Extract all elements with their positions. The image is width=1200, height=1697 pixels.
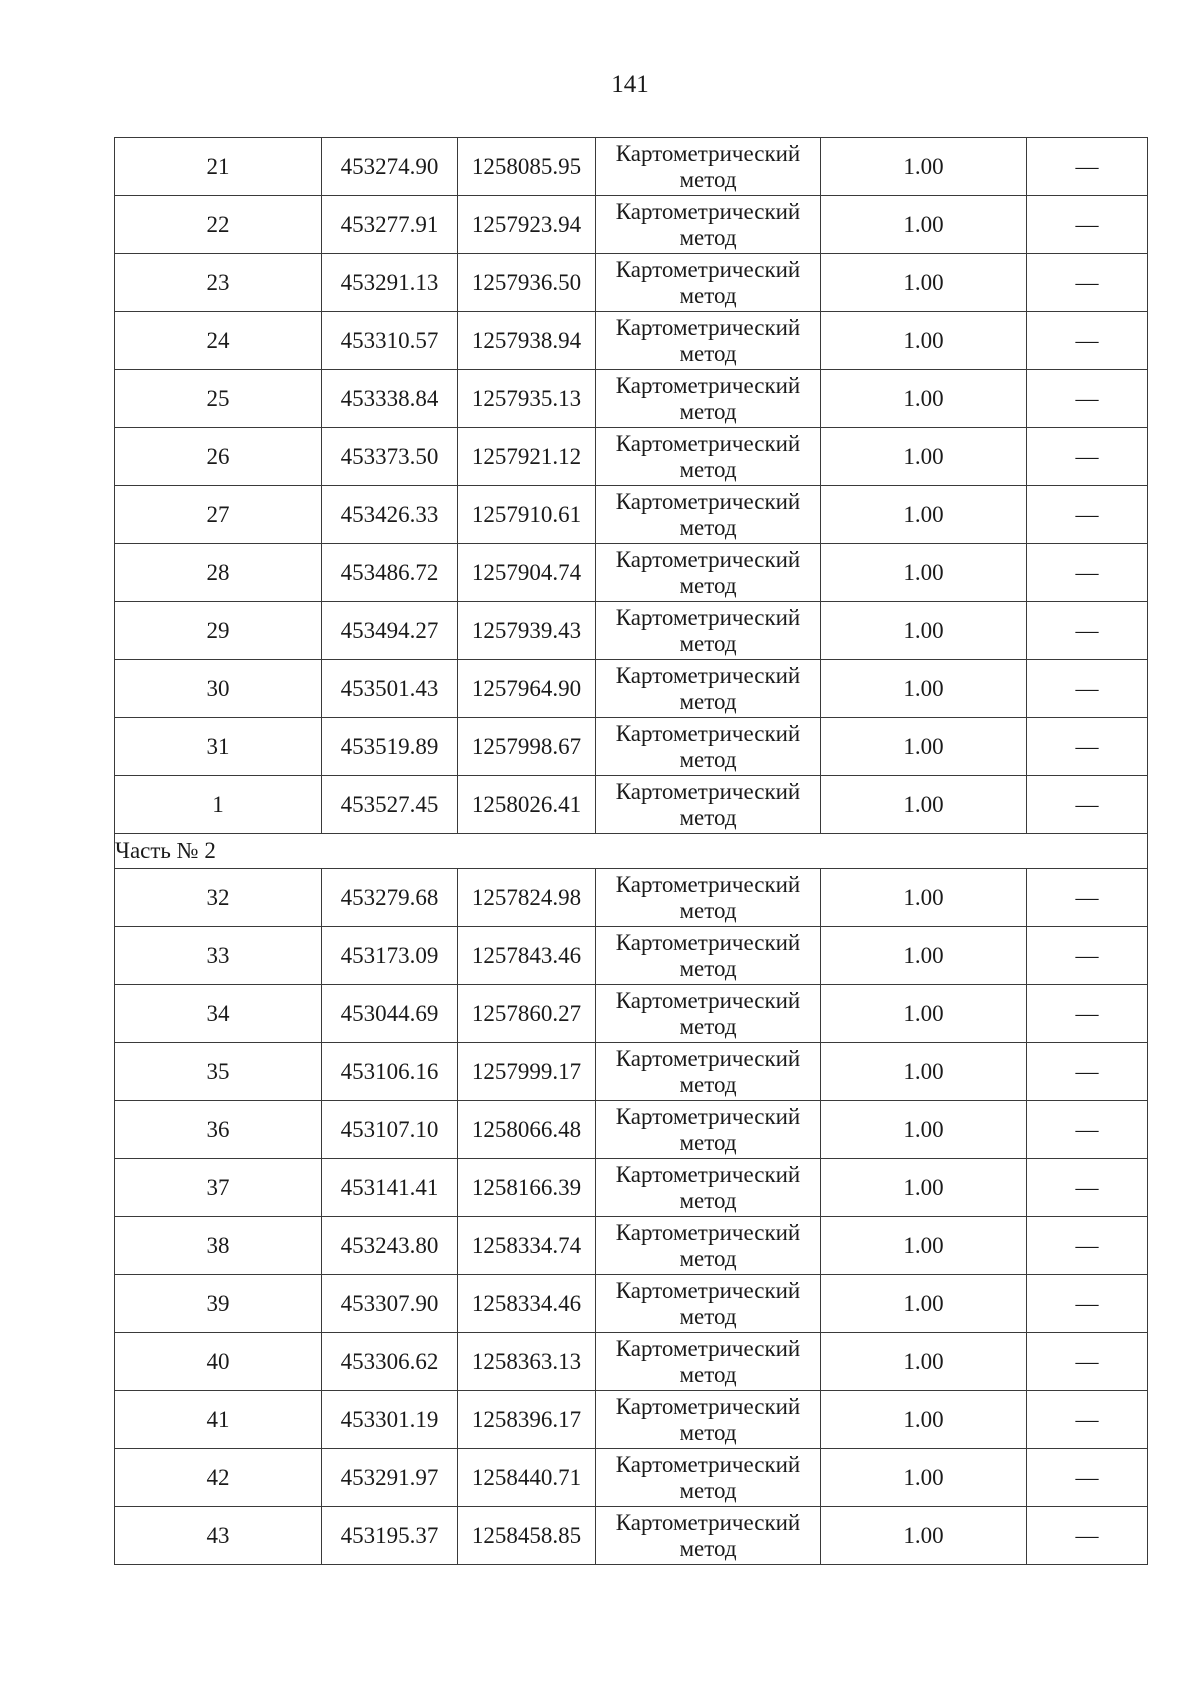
accuracy-cell: 1.00 [821,1101,1027,1159]
method-line-2: метод [679,283,737,308]
note-cell: — [1027,1507,1148,1565]
x-coordinate-cell: 453291.97 [322,1449,458,1507]
note-cell: — [1027,428,1148,486]
method-line-2: метод [679,1130,737,1155]
table-row [115,196,1148,254]
table-row [115,1449,1148,1507]
accuracy-cell: 1.00 [821,1275,1027,1333]
method-cell [596,254,821,312]
x-coordinate-cell: 453373.50 [322,428,458,486]
y-coordinate-cell: 1257904.74 [458,544,596,602]
point-number-cell: 29 [115,602,322,660]
table-row [115,1159,1148,1217]
point-number-cell: 40 [115,1333,322,1391]
method-line-2: метод [679,689,737,714]
y-coordinate-cell: 1257843.46 [458,927,596,985]
accuracy-cell: 1.00 [821,312,1027,370]
method-line-2: метод [679,1478,737,1503]
point-number-cell: 22 [115,196,322,254]
method-line-1: Картометрический [615,1394,801,1419]
accuracy-cell: 1.00 [821,138,1027,196]
y-coordinate-cell: 1257824.98 [458,869,596,927]
y-coordinate-cell: 1257964.90 [458,660,596,718]
method-line-2: метод [679,515,737,540]
method-line-1: Картометрический [615,373,801,398]
method-line-2: метод [679,1362,737,1387]
accuracy-cell: 1.00 [821,370,1027,428]
note-cell: — [1027,776,1148,834]
method-line-2: метод [679,1304,737,1329]
y-coordinate-cell: 1257921.12 [458,428,596,486]
method-line-2: метод [679,1536,737,1561]
point-number-cell: 43 [115,1507,322,1565]
point-number-cell: 42 [115,1449,322,1507]
accuracy-cell: 1.00 [821,927,1027,985]
method-cell [596,718,821,776]
method-line-2: метод [679,1246,737,1271]
section-label: Часть № 2 [115,834,1148,869]
x-coordinate-cell: 453279.68 [322,869,458,927]
x-coordinate-cell: 453519.89 [322,718,458,776]
point-number-cell: 39 [115,1275,322,1333]
point-number-cell: 37 [115,1159,322,1217]
note-cell: — [1027,138,1148,196]
method-line-1: Картометрический [615,547,801,572]
point-number-cell: 24 [115,312,322,370]
method-cell [596,428,821,486]
method-line-1: Картометрический [615,315,801,340]
accuracy-cell: 1.00 [821,602,1027,660]
x-coordinate-cell: 453301.19 [322,1391,458,1449]
accuracy-cell: 1.00 [821,776,1027,834]
x-coordinate-cell: 453107.10 [322,1101,458,1159]
accuracy-cell: 1.00 [821,1449,1027,1507]
y-coordinate-cell: 1258458.85 [458,1507,596,1565]
method-line-2: метод [679,747,737,772]
accuracy-cell: 1.00 [821,1217,1027,1275]
y-coordinate-cell: 1258334.74 [458,1217,596,1275]
y-coordinate-cell: 1258026.41 [458,776,596,834]
table-row [115,869,1148,927]
point-number-cell: 27 [115,486,322,544]
accuracy-cell: 1.00 [821,196,1027,254]
table-row [115,660,1148,718]
method-cell [596,196,821,254]
x-coordinate-cell: 453494.27 [322,602,458,660]
y-coordinate-cell: 1258334.46 [458,1275,596,1333]
method-cell [596,1159,821,1217]
method-cell [596,312,821,370]
accuracy-cell: 1.00 [821,254,1027,312]
accuracy-cell: 1.00 [821,1507,1027,1565]
table-row [115,486,1148,544]
method-line-2: метод [679,573,737,598]
x-coordinate-cell: 453501.43 [322,660,458,718]
method-line-1: Картометрический [615,199,801,224]
table-row [115,370,1148,428]
y-coordinate-cell: 1258396.17 [458,1391,596,1449]
method-line-2: метод [679,631,737,656]
table-row [115,1217,1148,1275]
x-coordinate-cell: 453173.09 [322,927,458,985]
point-number-cell: 26 [115,428,322,486]
method-cell [596,1101,821,1159]
point-number-cell: 25 [115,370,322,428]
point-number-cell: 35 [115,1043,322,1101]
x-coordinate-cell: 453274.90 [322,138,458,196]
method-line-1: Картометрический [615,872,801,897]
point-number-cell: 28 [115,544,322,602]
method-line-1: Картометрический [615,930,801,955]
y-coordinate-cell: 1258363.13 [458,1333,596,1391]
x-coordinate-cell: 453106.16 [322,1043,458,1101]
table-row [115,985,1148,1043]
accuracy-cell: 1.00 [821,428,1027,486]
method-cell [596,1391,821,1449]
coordinates-table [114,137,1148,1565]
accuracy-cell: 1.00 [821,1159,1027,1217]
x-coordinate-cell: 453338.84 [322,370,458,428]
method-cell [596,1043,821,1101]
method-line-1: Картометрический [615,605,801,630]
y-coordinate-cell: 1257939.43 [458,602,596,660]
method-line-1: Картометрический [615,988,801,1013]
method-line-1: Картометрический [615,1162,801,1187]
table-row [115,1391,1148,1449]
note-cell: — [1027,254,1148,312]
method-line-2: метод [679,1072,737,1097]
note-cell: — [1027,660,1148,718]
table-row [115,1101,1148,1159]
method-cell [596,1449,821,1507]
x-coordinate-cell: 453243.80 [322,1217,458,1275]
point-number-cell: 33 [115,927,322,985]
note-cell: — [1027,370,1148,428]
method-line-1: Картометрический [615,1510,801,1535]
coordinates-table-container [114,137,1147,1565]
method-cell [596,985,821,1043]
table-row [115,776,1148,834]
table-row [115,927,1148,985]
method-cell [596,1333,821,1391]
point-number-cell: 21 [115,138,322,196]
note-cell: — [1027,1101,1148,1159]
method-line-2: метод [679,805,737,830]
table-row [115,138,1148,196]
accuracy-cell: 1.00 [821,660,1027,718]
method-cell [596,486,821,544]
x-coordinate-cell: 453141.41 [322,1159,458,1217]
table-row [115,428,1148,486]
table-row [115,1507,1148,1565]
y-coordinate-cell: 1258166.39 [458,1159,596,1217]
y-coordinate-cell: 1257938.94 [458,312,596,370]
accuracy-cell: 1.00 [821,718,1027,776]
table-row [115,254,1148,312]
method-line-2: метод [679,225,737,250]
method-line-1: Картометрический [615,1104,801,1129]
method-cell [596,370,821,428]
point-number-cell: 1 [115,776,322,834]
method-line-1: Картометрический [615,141,801,166]
note-cell: — [1027,1217,1148,1275]
point-number-cell: 32 [115,869,322,927]
method-line-2: метод [679,898,737,923]
method-line-1: Картометрический [615,431,801,456]
method-cell [596,1275,821,1333]
method-line-1: Картометрический [615,489,801,514]
x-coordinate-cell: 453195.37 [322,1507,458,1565]
note-cell: — [1027,927,1148,985]
point-number-cell: 41 [115,1391,322,1449]
note-cell: — [1027,312,1148,370]
y-coordinate-cell: 1257935.13 [458,370,596,428]
note-cell: — [1027,1391,1148,1449]
method-line-2: метод [679,457,737,482]
method-cell [596,138,821,196]
coordinates-table-body [115,138,1148,1565]
method-cell [596,1217,821,1275]
method-line-2: метод [679,399,737,424]
y-coordinate-cell: 1257998.67 [458,718,596,776]
accuracy-cell: 1.00 [821,1391,1027,1449]
table-row [115,718,1148,776]
method-cell [596,776,821,834]
accuracy-cell: 1.00 [821,486,1027,544]
section-header-row [115,834,1148,869]
method-line-1: Картометрический [615,1452,801,1477]
y-coordinate-cell: 1257936.50 [458,254,596,312]
method-line-2: метод [679,956,737,981]
point-number-cell: 38 [115,1217,322,1275]
method-cell [596,660,821,718]
method-line-2: метод [679,1420,737,1445]
note-cell: — [1027,544,1148,602]
method-line-1: Картометрический [615,257,801,282]
y-coordinate-cell: 1258440.71 [458,1449,596,1507]
note-cell: — [1027,718,1148,776]
x-coordinate-cell: 453307.90 [322,1275,458,1333]
accuracy-cell: 1.00 [821,1043,1027,1101]
x-coordinate-cell: 453306.62 [322,1333,458,1391]
y-coordinate-cell: 1257923.94 [458,196,596,254]
method-line-2: метод [679,1188,737,1213]
table-row [115,1275,1148,1333]
x-coordinate-cell: 453277.91 [322,196,458,254]
note-cell: — [1027,1159,1148,1217]
accuracy-cell: 1.00 [821,869,1027,927]
y-coordinate-cell: 1257999.17 [458,1043,596,1101]
method-line-1: Картометрический [615,1278,801,1303]
note-cell: — [1027,1043,1148,1101]
note-cell: — [1027,985,1148,1043]
x-coordinate-cell: 453486.72 [322,544,458,602]
point-number-cell: 23 [115,254,322,312]
method-cell [596,602,821,660]
point-number-cell: 36 [115,1101,322,1159]
method-line-2: метод [679,341,737,366]
method-cell [596,869,821,927]
point-number-cell: 34 [115,985,322,1043]
method-cell [596,1507,821,1565]
x-coordinate-cell: 453527.45 [322,776,458,834]
y-coordinate-cell: 1257860.27 [458,985,596,1043]
method-line-1: Картометрический [615,663,801,688]
note-cell: — [1027,602,1148,660]
note-cell: — [1027,1333,1148,1391]
method-line-1: Картометрический [615,1336,801,1361]
method-line-2: метод [679,167,737,192]
y-coordinate-cell: 1257910.61 [458,486,596,544]
x-coordinate-cell: 453291.13 [322,254,458,312]
method-cell [596,544,821,602]
table-row [115,544,1148,602]
point-number-cell: 31 [115,718,322,776]
x-coordinate-cell: 453310.57 [322,312,458,370]
x-coordinate-cell: 453426.33 [322,486,458,544]
accuracy-cell: 1.00 [821,985,1027,1043]
note-cell: — [1027,869,1148,927]
table-row [115,602,1148,660]
table-row [115,312,1148,370]
method-line-1: Картометрический [615,1046,801,1071]
method-line-1: Картометрический [615,721,801,746]
y-coordinate-cell: 1258066.48 [458,1101,596,1159]
x-coordinate-cell: 453044.69 [322,985,458,1043]
method-cell [596,927,821,985]
accuracy-cell: 1.00 [821,544,1027,602]
page-number: 141 [611,71,649,98]
note-cell: — [1027,1449,1148,1507]
note-cell: — [1027,196,1148,254]
note-cell: — [1027,1275,1148,1333]
table-row [115,1043,1148,1101]
accuracy-cell: 1.00 [821,1333,1027,1391]
method-line-1: Картометрический [615,1220,801,1245]
method-line-1: Картометрический [615,779,801,804]
method-line-2: метод [679,1014,737,1039]
y-coordinate-cell: 1258085.95 [458,138,596,196]
point-number-cell: 30 [115,660,322,718]
note-cell: — [1027,486,1148,544]
table-row [115,1333,1148,1391]
